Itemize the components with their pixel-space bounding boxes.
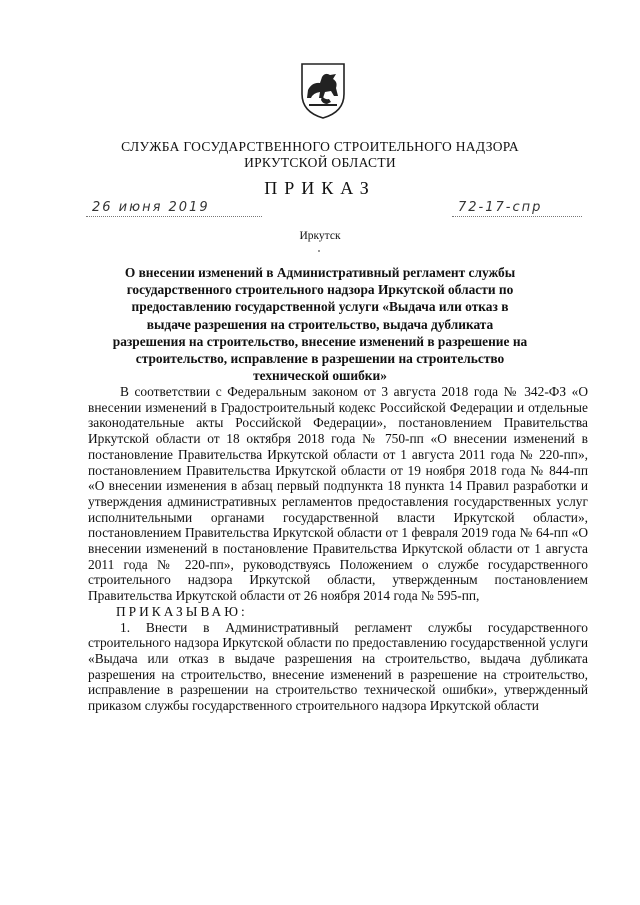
- city-name: Иркутск: [299, 230, 341, 242]
- org-name-line2: ИРКУТСКОЙ ОБЛАСТИ: [244, 155, 396, 170]
- order-word: ПРИКАЗЫВАЮ:: [116, 603, 248, 619]
- handwritten-number: 72-17-спр: [458, 200, 543, 215]
- document-body: [88, 384, 588, 714]
- number-field-line: [452, 216, 582, 218]
- handwritten-date: 26 июня 2019: [92, 200, 210, 215]
- document-title: ПРИКАЗ: [264, 178, 376, 198]
- dot-mark: [318, 250, 320, 252]
- coat-of-arms-icon: [298, 60, 348, 120]
- date-field-line: [86, 216, 262, 218]
- org-name-line1: СЛУЖБА ГОСУДАРСТВЕННОГО СТРОИТЕЛЬНОГО НАДЗОРА: [121, 139, 519, 154]
- order-subject: О внесении изменений в Административный регламент службы государственного строительного надзора Иркутской области по предоставлению государственной услуги «Выдача или отказ в выдаче разрешения на строительство, выдача дубликата разрешения на строительство, внесение изменений в разрешение на строительство, исправление в разрешении на строительство технической ошибки»: [112, 265, 528, 384]
- item-1-paragraph: 1. Внести в Административный регламент службы государственного строительного надзора Иркутской области по предоставлению государственной услуги «Выдача или отказ в выдаче разрешения на строительство, выдача дубликата разрешения на строительство, внесение изменений в разрешение на строительство, исправление в разрешении на строительство технической ошибки», утвержденный приказом службы государственного строительного надзора Иркутской области: [88, 619, 588, 714]
- preamble-paragraph: В соответствии с Федеральным законом от 3 августа 2018 года № 342-ФЗ «О внесении изменений в Градостроительный кодекс Российской Федерации и отдельные законодательные акты Российской Федерации», постановлением Правительства Иркутской области от 18 октября 2018 года № 750-пп «О внесении изменений в постановление Правительства Иркутской области от 1 августа 2011 года № 220-пп», постановлением Правительства Иркутской области от 19 ноября 2018 года № 844-пп «О внесении изменения в абзац первый подпункта 18 пункта 14 Правил разработки и утверждения административных регламентов предоставления государственных услуг исполнительными органами государственной власти Иркутской области», постановлением Правительства Иркутской области от 1 февраля 2019 года № 64-пп «О внесении изменений в постановление Правительства Иркутской области от 1 августа 2011 года № 220-пп», руководствуясь Положением о службе государственного строительного надзора Иркутской области, утвержденным постановлением Правительства Иркутской области от 26 ноября 2014 года № 595-пп,: [88, 384, 588, 604]
